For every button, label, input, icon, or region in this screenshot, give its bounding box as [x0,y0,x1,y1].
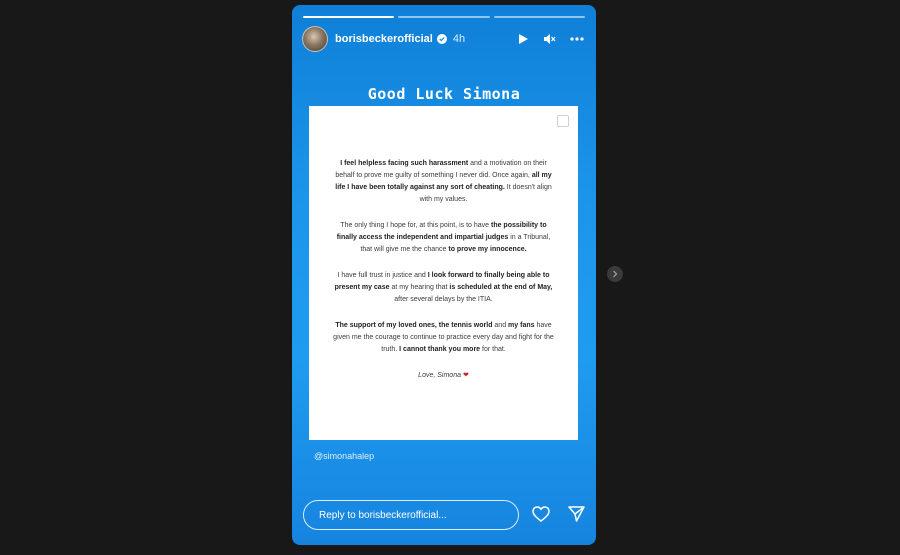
text-run: my fans [508,322,535,329]
mute-icon[interactable] [543,33,556,45]
text-run: and a motivation on their behalf to prove me guilty of something I never did. Once again, [335,160,547,179]
story-header [302,27,584,51]
progress-segment [398,16,489,18]
statement-paragraph-3 [331,270,556,306]
text-run: I look forward to finally being able to present my case [334,272,550,291]
send-icon[interactable] [568,505,585,522]
story-viewer[interactable] [292,5,596,545]
post-time: 4h [452,33,466,45]
username-link[interactable]: borisbeckerofficial [335,33,433,45]
statement-paragraph-1 [331,158,556,206]
statement-text [331,158,556,396]
verified-badge-icon [437,34,447,44]
progress-segment [303,16,394,18]
text-run: at my hearing that [389,284,450,291]
chevron-right-icon [612,270,618,278]
text-run: and [492,322,509,329]
reply-input[interactable]: Reply to borisbeckerofficial... [303,500,519,530]
statement-card [309,106,578,440]
next-story-button[interactable] [607,266,623,282]
mention-tag[interactable]: @simonahalep [314,451,375,461]
progress-segment [494,16,585,18]
like-heart-icon[interactable] [532,506,550,522]
text-run: to prove my innocence. [448,246,527,253]
profile-avatar[interactable] [302,26,328,52]
text-run: have given me the courage to continue to practice every day and fight for the truth. [333,322,554,353]
text-run: I have full trust in justice and [337,272,428,279]
statement-signature [331,370,556,382]
text-run: I cannot thank you more [399,346,481,353]
text-run: all my life I have been totally against any sort of cheating. [335,172,552,191]
square-icon [557,115,569,127]
text-run: after several delays by the ITIA. [394,296,493,303]
story-progress-bar [303,16,585,18]
text-run: the possibility to finally access the independent and impartial judges [336,222,547,241]
text-run: The support of my loved ones, the tennis world [335,322,493,329]
heart-icon: ❤ [462,372,469,379]
text-run: I feel helpless facing such harassment [340,160,469,167]
signature-text: Love, Simona [418,372,461,379]
play-icon[interactable] [517,33,529,45]
text-run: The only thing I hope for, at this point, is to have [340,222,491,229]
statement-paragraph-2 [331,220,556,256]
text-run: is scheduled at the end of May, [449,284,553,291]
text-run: in a Tribunal, that will give me the chance [360,234,551,253]
statement-paragraph-4 [331,320,556,356]
more-options-icon[interactable] [570,37,584,41]
text-run: It doesn't align with my values. [419,184,552,203]
story-headline: Good Luck Simona [367,85,521,103]
text-run: for that. [480,346,506,353]
